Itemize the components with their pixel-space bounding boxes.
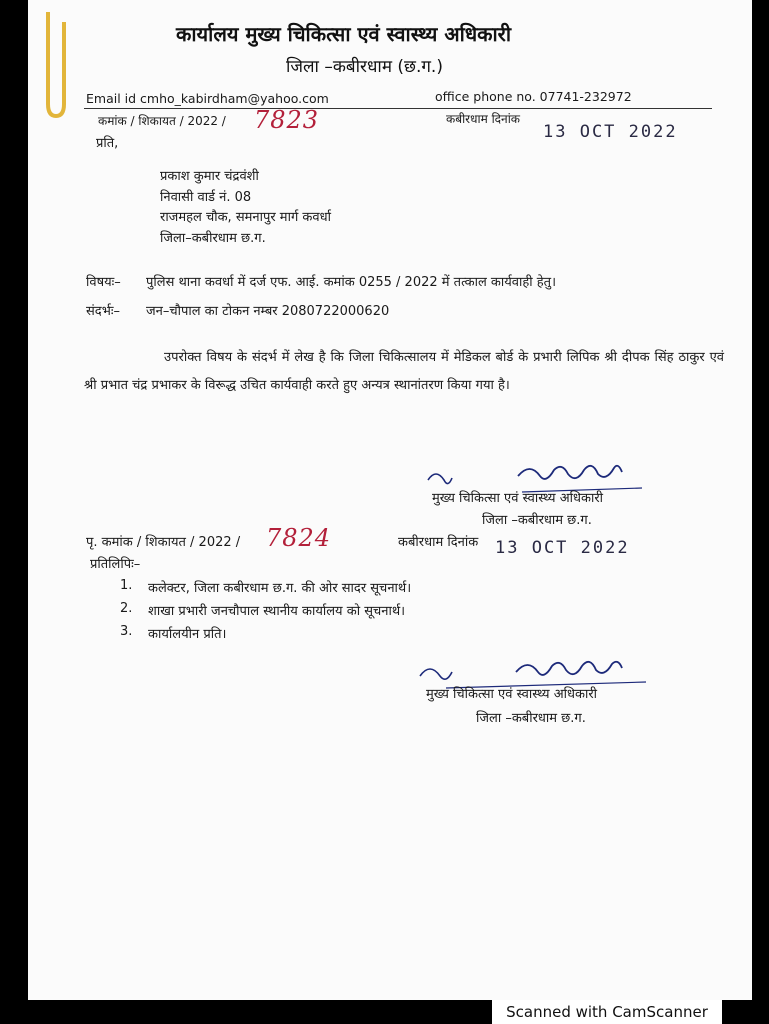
- office-title: कार्यालय मुख्य चिकित्सा एवं स्वास्थ्य अधिकारी: [176, 22, 512, 46]
- endorsement-signatory-title: मुख्य चिकित्सा एवं स्वास्थ्य अधिकारी: [426, 687, 598, 702]
- district-heading: जिला –कबीरधाम (छ.ग.): [286, 57, 443, 77]
- signatory-district: जिला –कबीरधाम छ.ग.: [482, 513, 592, 528]
- copy-item-number: 1.: [120, 578, 133, 593]
- copy-item-text: कलेक्टर, जिला कबीरधाम छ.ग. की ओर सादर सूचनार्थ।: [148, 581, 412, 596]
- addressee-line: प्रकाश कुमार चंद्रवंशी: [160, 169, 259, 184]
- date-label: कबीरधाम दिनांक: [446, 112, 521, 126]
- to-label: प्रति,: [96, 136, 119, 151]
- email-line: Email id cmho_kabirdham@yahoo.com: [86, 91, 329, 106]
- endorsement-date-stamp: 13 OCT 2022: [495, 538, 630, 558]
- reference-text: जन–चौपाल का टोकन नम्बर 2080722000620: [146, 304, 390, 319]
- ref-number-handwritten: 7823: [254, 106, 320, 134]
- addressee-line: जिला–कबीरधाम छ.ग.: [160, 231, 266, 246]
- addressee-line: निवासी वार्ड नं. 08: [160, 190, 252, 205]
- ref-label: कमांक / शिकायत / 2022 /: [98, 114, 226, 128]
- subject-label: विषयः–: [86, 275, 121, 290]
- paper-clip-icon: [42, 8, 68, 120]
- body-paragraph: उपरोक्त विषय के संदर्भ में लेख है कि जिला चिकित्सालय में मेडिकल बोर्ड के प्रभारी लिपिक श्री दीपक सिंह ठाकुर एवं श्री प्रभात चंद्र प्रभाकर के विरूद्ध उचित कार्यवाही करते हुए अन्यत्र स्थानांतरण किया गया है।: [84, 350, 724, 393]
- endorsement-date-label: कबीरधाम दिनांक: [398, 535, 479, 550]
- copy-item-number: 2.: [120, 601, 133, 616]
- subject-text: पुलिस थाना कवर्धा में दर्ज एफ. आई. कमांक 0255 / 2022 में तत्काल कार्यवाही हेतु।: [146, 275, 557, 290]
- addressee-line: राजमहल चौक, समनापुर मार्ग कवर्धा: [160, 210, 331, 225]
- signatory-title: मुख्य चिकित्सा एवं स्वास्थ्य अधिकारी: [432, 491, 604, 506]
- endorsement-signatory-district: जिला –कबीरधाम छ.ग.: [476, 711, 586, 726]
- phone-line: office phone no. 07741-232972: [435, 89, 632, 104]
- copy-item-number: 3.: [120, 624, 133, 639]
- camscanner-watermark: Scanned with CamScanner: [492, 1000, 722, 1024]
- copy-label: प्रतिलिपिः–: [90, 557, 141, 572]
- endorsement-ref-number-handwritten: 7824: [266, 524, 332, 552]
- header-rule: [84, 108, 712, 109]
- copy-item-text: कार्यालयीन प्रति।: [148, 627, 227, 642]
- endorsement-ref-label: पृ. कमांक / शिकायत / 2022 /: [86, 535, 241, 550]
- date-stamp: 13 OCT 2022: [543, 122, 678, 142]
- scanned-letter-page: [28, 0, 752, 1000]
- reference-label: संदर्भः–: [86, 304, 120, 319]
- copy-item-text: शाखा प्रभारी जनचौपाल स्थानीय कार्यालय को सूचनार्थ।: [148, 604, 406, 619]
